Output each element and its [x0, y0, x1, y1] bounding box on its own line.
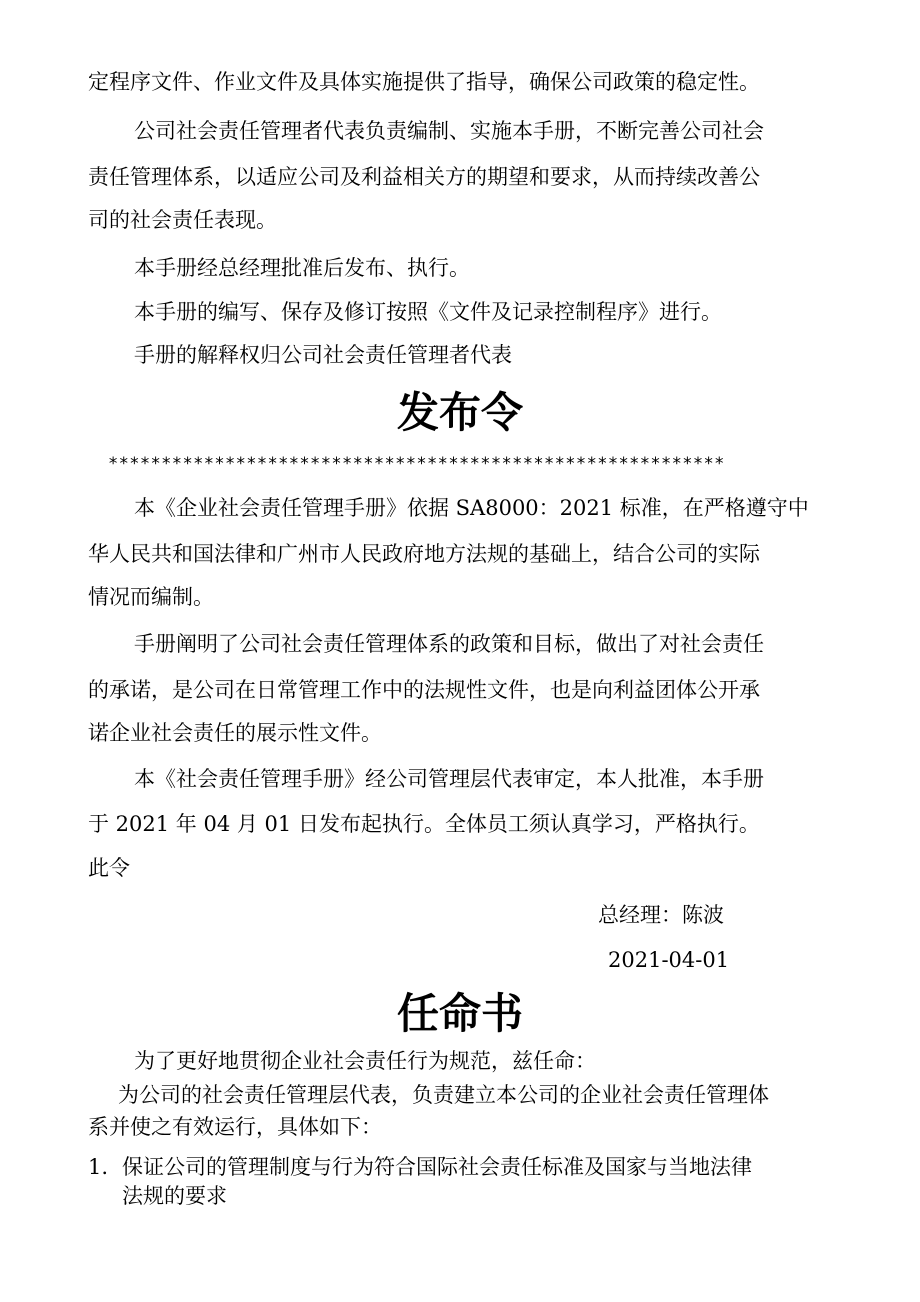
intro-line-4: 司的社会责任表现。	[88, 208, 277, 232]
release-divider: **********************************************************	[108, 454, 725, 474]
list-item-number: 1.	[88, 1155, 109, 1179]
appointment-line-3: 系并使之有效运行，具体如下：	[88, 1115, 382, 1139]
release-line-9: 此令	[88, 856, 130, 880]
appointment-line-2: 为公司的社会责任管理层代表，负责建立本公司的企业社会责任管理体	[118, 1083, 769, 1107]
appointment-line-1: 为了更好地贯彻企业社会责任行为规范，兹任命：	[134, 1049, 596, 1073]
intro-line-3: 责任管理体系，以适应公司及利益相关方的期望和要求，从而持续改善公	[88, 165, 760, 189]
list-item-line-2: 法规的要求	[122, 1184, 227, 1208]
release-line-6: 诺企业社会责任的展示性文件。	[88, 721, 382, 745]
release-line-8: 于 2021 年 04 月 01 日发布起执行。全体员工须认真学习，严格执行。	[88, 812, 760, 836]
sign-date: 2021-04-01	[608, 948, 730, 972]
release-line-7: 本《社会责任管理手册》经公司管理层代表审定，本人批准，本手册	[134, 767, 764, 791]
release-line-2: 华人民共和国法律和广州市人民政府地方法规的基础上，结合公司的实际	[88, 542, 760, 566]
intro-line-7: 手册的解释权归公司社会责任管理者代表	[134, 343, 512, 367]
release-line-1: 本《企业社会责任管理手册》依据 SA8000：2021 标准，在严格遵守中	[134, 496, 809, 520]
appointment-title: 任命书	[396, 989, 523, 1038]
release-line-3: 情况而编制。	[88, 585, 214, 609]
release-line-5: 的承诺，是公司在日常管理工作中的法规性文件，也是向利益团体公开承	[88, 678, 760, 702]
list-item-line-1: 保证公司的管理制度与行为符合国际社会责任标准及国家与当地法律	[122, 1155, 752, 1179]
release-title: 发布令	[396, 388, 523, 437]
signer: 总经理：陈波	[598, 903, 724, 927]
intro-line-5: 本手册经总经理批准后发布、执行。	[134, 256, 470, 280]
release-line-4: 手册阐明了公司社会责任管理体系的政策和目标，做出了对社会责任	[134, 632, 764, 656]
intro-line-2: 公司社会责任管理者代表负责编制、实施本手册，不断完善公司社会	[134, 119, 764, 143]
intro-line-6: 本手册的编写、保存及修订按照《文件及记录控制程序》进行。	[134, 300, 722, 324]
intro-line-1: 定程序文件、作业文件及具体实施提供了指导，确保公司政策的稳定性。	[88, 70, 760, 94]
